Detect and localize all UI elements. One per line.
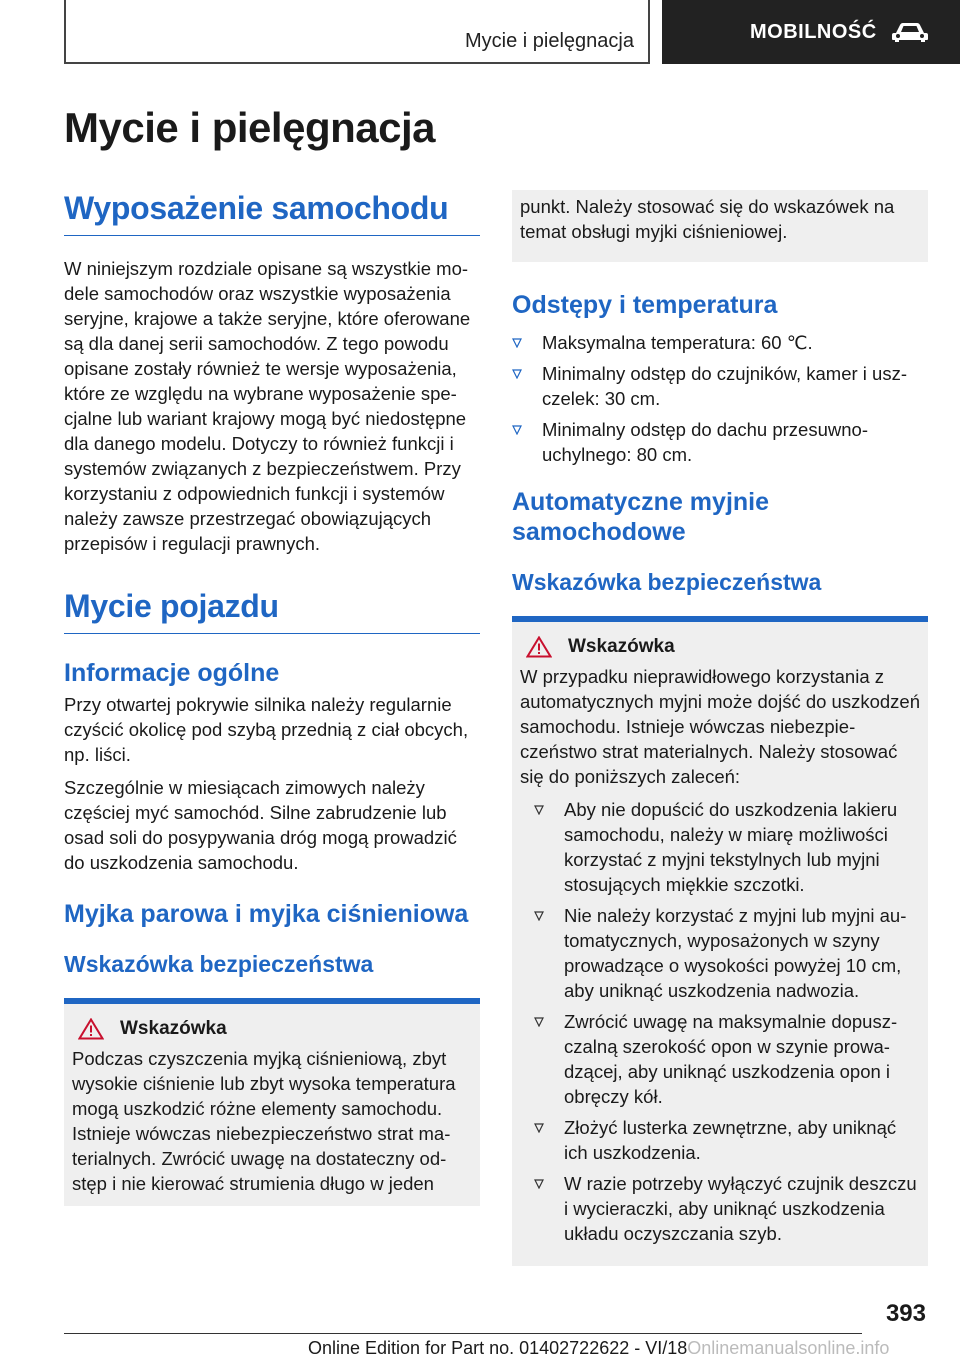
list-auto-myjnie [520, 797, 920, 1246]
paragraph-info-2: Szczególnie w miesiącach zimowych należy częściej myć samochód. Silne zabrudzenie lub osad soli do posypywania dróg mogą prowadzić do uszkodzenia samochodu. [64, 777, 457, 873]
heading-mycie-pojazdu: Mycie pojazdu [64, 588, 480, 634]
list-item: Minimalny odstęp do czujników, kamer i uszczelek: 30 cm. [512, 361, 928, 411]
page-number: 393 [885, 1300, 926, 1327]
list-odstepy [512, 330, 928, 467]
header-chapter-tab[interactable] [662, 0, 960, 64]
triangle-bullet-icon [534, 1017, 544, 1027]
header-chapter-label: MOBILNOŚĆ [750, 20, 877, 43]
triangle-bullet-icon [534, 1179, 544, 1189]
car-icon [891, 21, 929, 43]
heading-myjka: Myjka parowa i myjka ciśnieniowa [64, 900, 469, 928]
triangle-bullet-icon [512, 425, 522, 435]
page-title: Mycie i pielęgnacja [64, 104, 436, 151]
warning-triangle-icon [526, 636, 552, 658]
list-item: Złożyć lusterka zewnętrzne, aby uniknąć ich uszkodzenia. [534, 1115, 920, 1165]
triangle-bullet-icon [534, 805, 544, 815]
triangle-bullet-icon [534, 911, 544, 921]
left-column [64, 190, 480, 1206]
header-rule-left [64, 0, 66, 64]
heading-odstepy: Odstępy i temperatura [512, 291, 778, 319]
heading-wskazowka-right: Wskazówka bezpieczeństwa [512, 569, 822, 595]
warning-box-continued [512, 190, 928, 262]
heading-wyposazenie: Wyposażenie samochodu [64, 190, 480, 236]
footer-rule [64, 1333, 862, 1334]
heading-wskazowka-left: Wskazówka bezpieczeństwa [64, 951, 374, 977]
list-item: Maksymalna temperatura: 60 ℃. [512, 330, 928, 355]
triangle-bullet-icon [512, 338, 522, 348]
list-item: Aby nie dopuścić do uszkodzenia lakieru samochodu, należy w miarę możliwości korzystać z myjni tekstylnych lub myjni stosujących miękkie szczotki. [534, 797, 920, 897]
right-column [512, 190, 928, 1266]
warning-triangle-icon [78, 1018, 104, 1040]
heading-automatyczne-myjnie: Automatyczne myjnie samochodowe [512, 488, 770, 546]
header-section-title: Mycie i pielęgnacja [465, 30, 634, 52]
paragraph-info-1: Przy otwartej pokrywie silnika należy regularnie czyścić okolicę pod szybą przednią z ciał obcych, np. liści. [64, 694, 469, 765]
list-item: Zwrócić uwagę na maksymalnie dopuszczalną szerokość opon w szynie prowadzącej, aby uniknąć uszkodzenia opon i obręczy kół. [534, 1009, 920, 1109]
header-rule-bottom [64, 62, 650, 64]
warning-box-head-right [520, 636, 920, 658]
warning-title-right: Wskazówka [568, 636, 675, 657]
heading-informacje-ogolne: Informacje ogólne [64, 659, 280, 687]
warning-box-left [64, 998, 480, 1206]
footer-watermark[interactable]: Onlinemanualsonline.info [687, 1338, 890, 1358]
triangle-bullet-icon [534, 1123, 544, 1133]
paragraph-wyposazenie: W niniejszym rozdziale opisane są wszystkie modele samochodów oraz wszystkie wyposażenia seryjne, krajowe a także seryjne, które oferowane są dla danej serii samochodów. Z tego powodu opisane zostały również te wersje wyposażenia, które ze względu na wybrane wyposażenie specjalne lub wariant krajowy mogą być niedostępne dla danego modelu. Dotyczy to również funkcji i systemów związanych z bezpieczeństwem. Przy korzystaniu z odpowiednich funkcji i systemów należy zawsze przestrzegać obowiązujących przepisów i regulacji prawnych. [64, 258, 471, 554]
footer-edition: Online Edition for Part no. 01402722622 - VI/18 [308, 1338, 688, 1358]
warning-box-right [512, 616, 928, 1266]
header-rule-divider [648, 0, 650, 64]
warning-text-right: W przypadku nieprawidłowego korzystania z automatycznych myjni może dojść do uszkodzeń samochodu. Istnieje wówczas niebezpieczeństwo strat materialnych. Należy stosować się do poniższych zaleceń: [520, 666, 920, 787]
warning-title-left: Wskazówka [120, 1018, 227, 1039]
list-item: Nie należy korzystać z myjni lub myjni automatycznych, wyposażonych w szyny prowadzące o wysokości powyżej 10 cm, aby uniknąć uszkodzenia nadwozia. [534, 903, 920, 1003]
triangle-bullet-icon [512, 369, 522, 379]
footer-edition-line [308, 1338, 889, 1359]
warning-box-head-left [72, 1018, 472, 1040]
warning-text-continued: punkt. Należy stosować się do wskazówek na temat obsługi myjki ciśnieniowej. [520, 196, 895, 242]
list-item: Minimalny odstęp do dachu przesuwno-uchylnego: 80 cm. [512, 417, 928, 467]
warning-text-left: Podczas czyszczenia myjką ciśnieniową, zbyt wysokie ciśnienie lub zbyt wysoka temperatura mogą uszkodzić różne elementy samochodu. Istnieje wówczas niebezpieczeństwo strat materialnych. Zwrócić uwagę na dostateczny odstęp i nie kierować strumienia długo w jeden [72, 1048, 456, 1194]
list-item: W razie potrzeby wyłączyć czujnik deszczu i wycieraczki, aby uniknąć uszkodzenia układu oczyszczania szyb. [534, 1171, 920, 1246]
